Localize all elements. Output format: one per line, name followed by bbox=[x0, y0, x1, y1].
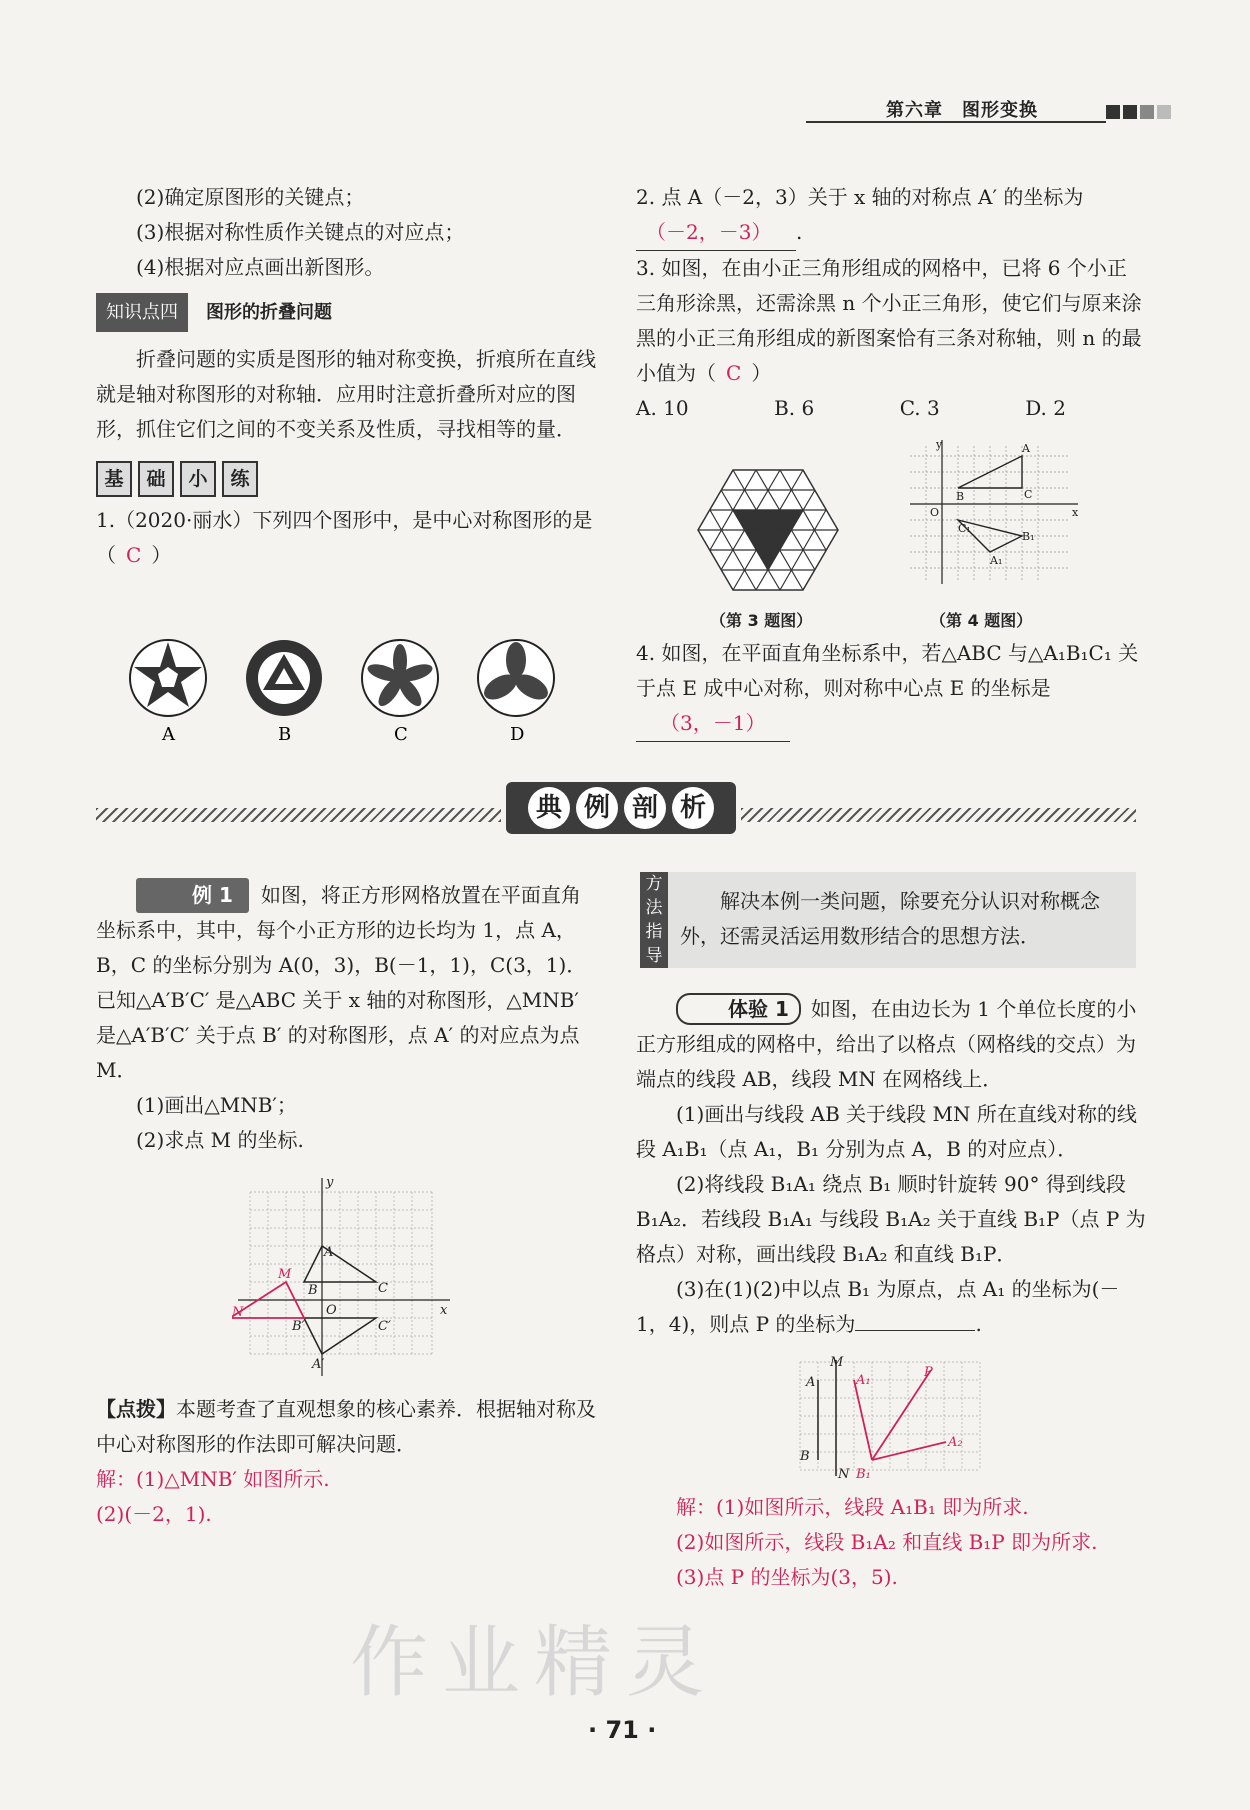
method-guide-label: 方法指导 bbox=[640, 872, 668, 968]
svg-text:A₁: A₁ bbox=[856, 1373, 871, 1388]
svg-text:A: A bbox=[1022, 442, 1030, 455]
method-guide bbox=[640, 872, 1136, 968]
watermark: 作业精灵 bbox=[350, 1618, 719, 1708]
option-d-label: D bbox=[510, 724, 525, 745]
q1-answer: C bbox=[126, 543, 142, 567]
q3-answer: C bbox=[726, 361, 742, 385]
question-2: 2. 点 A（－2，3）关于 x 轴的对称点 A′ 的坐标为 bbox=[636, 185, 1084, 209]
q4-answer: （3，－1） bbox=[636, 706, 790, 742]
tiyan-sub2: (2)将线段 B₁A₁ 绕点 B₁ 顺时针旋转 90° 得到线段 B₁A₂．若线段 B₁A₁ 与线段 B₁A₂ 关于直线 B₁P（点 P 为格点）对称，画出线段 B₁A₂ 和直线 B₁P． bbox=[636, 1172, 1146, 1266]
svg-text:y: y bbox=[326, 1175, 334, 1190]
figure-d bbox=[478, 640, 554, 716]
knowledge-point-title: 图形的折叠问题 bbox=[206, 302, 332, 323]
svg-text:N: N bbox=[232, 1305, 244, 1320]
tiyan-tag: 体验 1 bbox=[676, 993, 801, 1025]
question-1: 1.（2020·丽水）下列四个图形中，是中心对称图形的是（ C ） bbox=[96, 508, 593, 567]
svg-text:O: O bbox=[326, 1303, 337, 1318]
tiyan-sub3: (3)在(1)(2)中以点 B₁ 为原点，点 A₁ 的坐标为(－1，4)，则点 P 的坐标为 bbox=[636, 1277, 1120, 1336]
example-1 bbox=[96, 878, 596, 1158]
svg-text:B₁: B₁ bbox=[856, 1467, 871, 1482]
option-c-label: C bbox=[394, 724, 408, 745]
option-a-label: A bbox=[162, 724, 175, 745]
option-b-label: B bbox=[278, 724, 292, 745]
knowledge-point-text: 折叠问题的实质是图形的轴对称变换，折痕所在直线就是轴对称图形的对称轴．应用时注意折叠所对应的图形，抓住它们之间的不变关系及性质，寻找相等的量． bbox=[96, 347, 596, 441]
left-column-top bbox=[96, 180, 596, 573]
svg-text:C: C bbox=[1024, 488, 1033, 501]
svg-text:A₂: A₂ bbox=[948, 1435, 963, 1450]
svg-text:B₁: B₁ bbox=[1022, 530, 1035, 543]
figure-b bbox=[246, 640, 322, 716]
example-tag: 例 1 bbox=[136, 878, 249, 913]
svg-text:M: M bbox=[830, 1356, 844, 1370]
svg-text:A: A bbox=[806, 1375, 816, 1390]
svg-text:B′: B′ bbox=[292, 1319, 305, 1334]
tiyan-solution-2: (2)如图所示，线段 B₁A₂ 和直线 B₁P 即为所求. bbox=[676, 1530, 1098, 1554]
page-number: · 71 · bbox=[588, 1716, 657, 1744]
section-title: 典 例 剖 析 bbox=[506, 782, 736, 834]
question-3: 3. 如图，在由小正三角形组成的网格中，已将 6 个小正三角形涂黑，还需涂黑 n 个小正三角形，使它们与原来涂黑的小正三角形组成的新图案恰有三条对称轴，则 n 的最小值为（ C ） bbox=[636, 256, 1142, 385]
tiyan-1-figure bbox=[796, 1356, 986, 1484]
q3-options: A. 10 B. 6 C. 3 D. 2 bbox=[636, 396, 1066, 420]
svg-text:M: M bbox=[278, 1267, 292, 1282]
q3-hex-figure bbox=[688, 460, 848, 610]
section-banner bbox=[96, 782, 1136, 842]
practice-heading: 基 础 小 练 bbox=[96, 461, 596, 497]
knowledge-point-heading bbox=[96, 293, 596, 332]
right-column-top bbox=[636, 180, 1146, 426]
svg-text:A′: A′ bbox=[312, 1357, 325, 1372]
solution-2: (2)(－2，1). bbox=[96, 1502, 212, 1526]
svg-text:C₁: C₁ bbox=[958, 522, 971, 535]
svg-text:B: B bbox=[308, 1283, 318, 1298]
figure-c bbox=[362, 640, 438, 716]
svg-text:C: C bbox=[378, 1281, 388, 1296]
example-sub2: (2)求点 M 的坐标. bbox=[136, 1128, 304, 1152]
step-3: (3)根据对称性质作关键点的对应点； bbox=[136, 220, 465, 244]
tiyan-text: 如图，在由边长为 1 个单位长度的小正方形组成的网格中，给出了以格点（网格线的交点）为端点的线段 AB，线段 MN 在网格线上． bbox=[636, 997, 1137, 1091]
svg-text:O: O bbox=[930, 506, 940, 519]
question-4: 4. 如图，在平面直角坐标系中，若△ABC 与△A₁B₁C₁ 关于点 E 成中心对称，则对称中心点 E 的坐标是 bbox=[636, 641, 1139, 700]
tiyan-1: 体验 1 如图，在由边长为 1 个单位长度的小正方形组成的网格中，给出了以格点（网格线的交点）为端点的线段 AB，线段 MN 在网格线上． (1)画出与线段 AB 关于线段 MN 所在直线对称的线段 A₁B₁（点 A₁，B₁ 分别为点 A，B 的对应点）． (2)将线段 B₁A₁ 绕点 B₁ 顺时针旋转 90° 得到线段 B₁A₂．若线段 B₁A₁ 与线段 B₁A₂ 关于直线 B₁P（点 P 为格点）对称，画出线段 B₁A₂ 和直线 B₁P． (3)在(1)(2)中以点 B₁ 为原点，点 A₁ 的坐标为(－1，4)，则点 P 的坐标为 . bbox=[636, 992, 1146, 1342]
q3-caption: （第 3 题图） bbox=[710, 611, 813, 630]
q1-figures bbox=[126, 636, 566, 746]
example-text: 如图，将正方形网格放置在平面直角坐标系中，其中，每个小正方形的边长均为 1，点 A，B，C 的坐标分别为 A(0，3)，B(－1，1)，C(3，1)．已知△A′B′C′ 是△ABC 关于 x 轴的对称图形，△MNB′ 是△A′B′C′ 关于点 B′ 的对称图形，点 A′ 的对应点为点 M． bbox=[96, 883, 587, 1082]
tiyan-1-solution bbox=[636, 1490, 1146, 1595]
question-4-block bbox=[636, 636, 1146, 742]
hint-text: 本题考查了直观想象的核心素养．根据轴对称及中心对称图形的作法即可解决问题． bbox=[96, 1397, 596, 1456]
chapter-title: 第六章 图形变换 bbox=[886, 100, 1038, 121]
solution-1: 解：(1)△MNB′ 如图所示. bbox=[96, 1467, 330, 1491]
header-rule bbox=[806, 121, 1106, 123]
svg-text:C′: C′ bbox=[378, 1319, 391, 1334]
tiyan-sub1: (1)画出与线段 AB 关于线段 MN 所在直线对称的线段 A₁B₁（点 A₁，B₁ 分别为点 A，B 的对应点）． bbox=[636, 1102, 1137, 1161]
figure-a bbox=[130, 640, 206, 716]
q4-coordinate-figure bbox=[900, 436, 1080, 596]
svg-text:y: y bbox=[936, 438, 943, 451]
svg-text:x: x bbox=[1072, 506, 1079, 519]
example-1-figure bbox=[232, 1168, 452, 1380]
svg-text:B: B bbox=[956, 490, 965, 503]
example-1-solution bbox=[96, 1392, 596, 1532]
running-header bbox=[806, 96, 1196, 124]
knowledge-point-tag: 知识点四 bbox=[96, 293, 188, 332]
svg-text:A₁: A₁ bbox=[990, 554, 1003, 567]
q2-answer-line: （－2，－3） . bbox=[636, 215, 1146, 251]
method-guide-text: 解决本例一类问题，除要充分认识对称概念外，还需灵活运用数形结合的思想方法． bbox=[680, 889, 1100, 948]
example-sub1: (1)画出△MNB′； bbox=[136, 1093, 297, 1117]
svg-text:x: x bbox=[440, 1303, 448, 1318]
svg-text:A: A bbox=[324, 1245, 334, 1260]
svg-text:P: P bbox=[924, 1365, 933, 1380]
tiyan-solution-1: 解：(1)如图所示，线段 A₁B₁ 即为所求. bbox=[676, 1495, 1029, 1519]
header-decoration bbox=[1106, 104, 1174, 123]
hint-label: 【点拨】 bbox=[96, 1397, 176, 1421]
q4-caption: （第 4 题图） bbox=[930, 611, 1033, 630]
svg-text:N: N bbox=[838, 1467, 850, 1482]
svg-text:B: B bbox=[800, 1449, 810, 1464]
tiyan-solution-3: (3)点 P 的坐标为(3，5). bbox=[676, 1565, 898, 1589]
q2-answer: （－2，－3） bbox=[636, 215, 796, 251]
step-2: (2)确定原图形的关键点； bbox=[136, 185, 365, 209]
step-4: (4)根据对应点画出新图形。 bbox=[136, 255, 385, 279]
